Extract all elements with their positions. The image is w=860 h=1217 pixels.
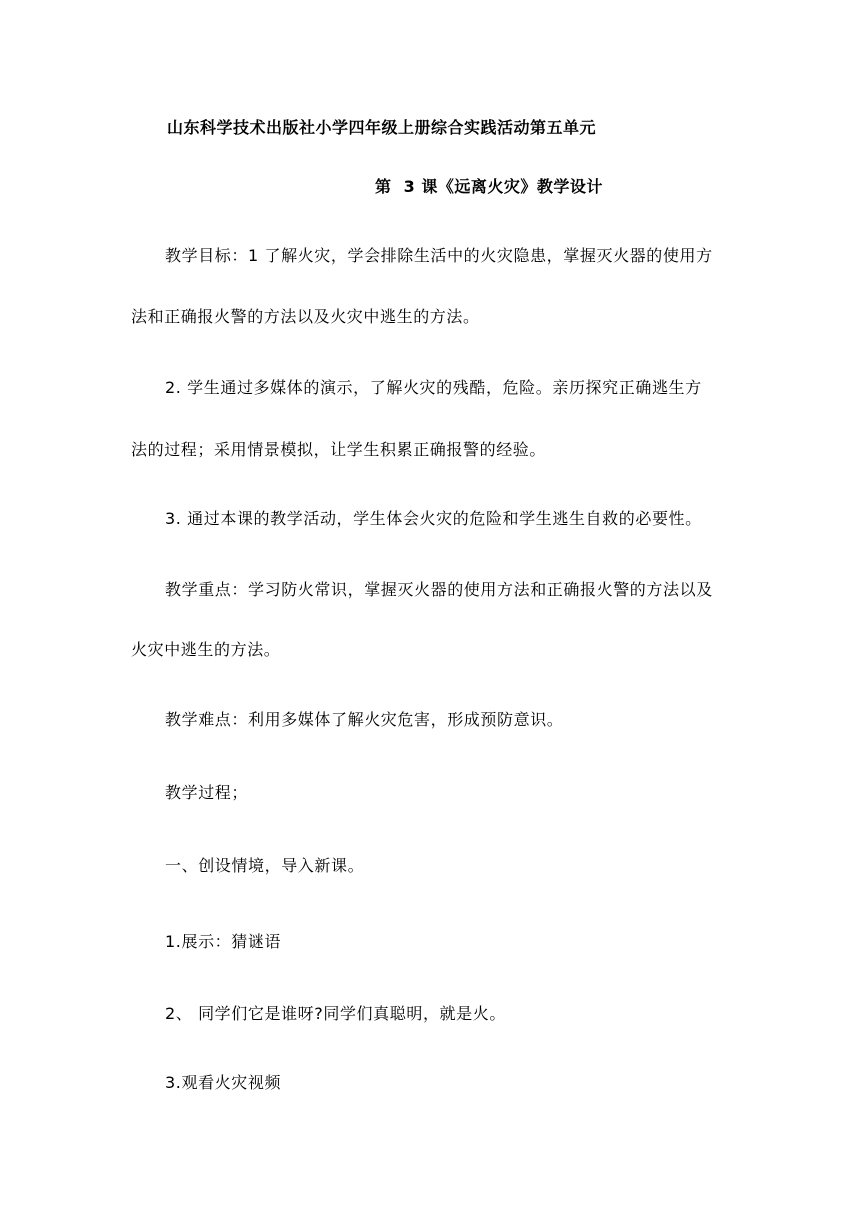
objectives-paragraph-1b: 法和正确报火警的方法以及火灾中逃生的方法。	[131, 307, 480, 326]
process-heading: 教学过程；	[165, 783, 249, 802]
step-3: 3.观看火灾视频	[165, 1073, 282, 1092]
objectives-paragraph-2a: 2. 学生通过多媒体的演示，了解火灾的残酷，危险。亲历探究正确逃生方	[165, 378, 702, 397]
step-2: 2、 同学们它是谁呀?同学们真聪明，就是火。	[165, 1004, 506, 1023]
section-1-heading: 一、创设情境，导入新课。	[165, 856, 365, 875]
objectives-paragraph-1a: 教学目标：1 了解火灾，学会排除生活中的火灾隐患，掌握灭火器的使用方	[165, 246, 713, 265]
objectives-paragraph-2b: 法的过程；采用情景模拟，让学生积累正确报警的经验。	[131, 440, 547, 459]
step-1: 1.展示：猜谜语	[165, 932, 282, 951]
difficult-points: 教学难点：利用多媒体了解火灾危害，形成预防意识。	[165, 710, 564, 729]
key-points-line-a: 教学重点：学习防火常识，掌握灭火器的使用方法和正确报火警的方法以及	[165, 580, 713, 599]
document-title-line-1: 山东科学技术出版社小学四年级上册综合实践活动第五单元	[167, 118, 597, 137]
objectives-paragraph-3: 3. 通过本课的教学活动，学生体会火灾的危险和学生逃生自救的必要性。	[165, 509, 702, 528]
key-points-line-b: 火灾中逃生的方法。	[131, 640, 281, 659]
document-title-line-2: 第 3 课《远离火灾》教学设计	[375, 177, 603, 196]
